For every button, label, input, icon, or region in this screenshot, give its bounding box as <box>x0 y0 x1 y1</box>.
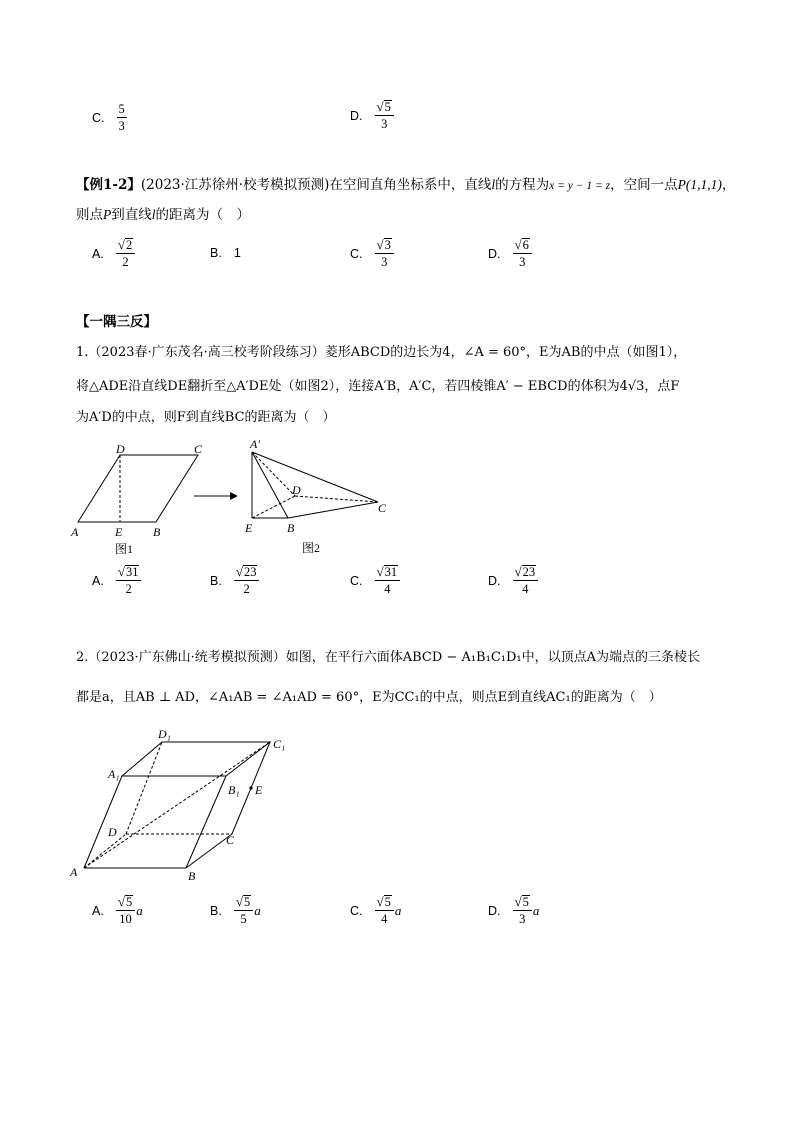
vertex-label-b1: B₁ <box>228 783 240 797</box>
sqrt-icon: √ <box>235 894 243 909</box>
option-label: D. <box>350 108 363 123</box>
p2-option-b[interactable]: B. √ 5 5 a <box>210 894 261 926</box>
example-1-2-line1: 【例1-2】(2023·江苏徐州·校考模拟预测)在空间直角坐标系中，直线l的方程为x = y − 1 = z，空间一点P(1,1,1)， <box>76 177 736 193</box>
option-label: C. <box>92 110 105 125</box>
section-title: 【一隅三反】 <box>76 314 157 330</box>
vertex-label-d: D <box>292 483 301 497</box>
problem-1-line2: 将△ADE沿直线DE翻折至△A′DE处（如图2），连接A′B，A′C，若四棱锥A′ − EBCD的体积为4√3，点F <box>76 379 680 394</box>
figure-2-caption: 图2 <box>302 541 321 555</box>
sqrt-icon: √ <box>117 237 125 252</box>
example-tag: 【例1-2】 <box>76 177 141 193</box>
ex12-option-d[interactable]: D. √ 6 3 <box>488 238 532 269</box>
vertex-label-b: B <box>153 525 161 539</box>
vertex-label-a1: A₁ <box>108 767 120 781</box>
vertex-label-a-prime: A′ <box>250 437 260 451</box>
ex12-option-a[interactable]: A. √ 2 2 <box>92 238 135 269</box>
p1-option-c[interactable]: C. √ 31 4 <box>350 565 400 596</box>
p1-option-a[interactable]: A. √ 31 2 <box>92 565 141 596</box>
sqrt-icon: √ <box>514 564 522 579</box>
sqrt-icon: √ <box>235 564 243 579</box>
vertex-label-c1: C₁ <box>273 737 286 751</box>
figure-2-pyramid <box>240 436 400 558</box>
p1-option-d[interactable]: D. √ 23 4 <box>488 565 538 596</box>
point-coordinates: P(1,1,1) <box>677 177 722 192</box>
option-c[interactable] <box>92 102 127 133</box>
problem-1-line1: 1.（2023春·广东茂名·高三校考阶段练习）菱形ABCD的边长为4，∠A = 60°，E为AB的中点（如图1）， <box>76 345 687 360</box>
example-1-2-line2: 则点P到直线l的距离为（ ） <box>76 207 251 223</box>
figure-1-caption: 图1 <box>115 542 134 556</box>
ex12-option-b[interactable]: B. 1 <box>210 246 241 260</box>
example-source: (2023·江苏徐州·校考模拟预测) <box>140 177 330 193</box>
vertex-label-c: C <box>194 442 203 456</box>
p1-option-b[interactable]: B. √ 23 2 <box>210 565 259 596</box>
vertex-label-e: E <box>255 783 263 797</box>
p2-option-c[interactable]: C. √ 5 4 a <box>350 894 402 926</box>
fraction: $\frac{5}{3}$ <box>118 102 125 133</box>
vertex-label-b: B <box>287 521 295 535</box>
p2-option-a[interactable]: A. √ 5 10 a <box>92 894 143 926</box>
sqrt-icon: √ <box>117 894 125 909</box>
line-equation: x = y − 1 = z <box>549 180 611 192</box>
sqrt-icon: √ <box>376 99 384 114</box>
rhombus-outline <box>78 455 198 522</box>
sqrt-icon: √ <box>376 237 384 252</box>
p2-option-d[interactable]: D. √ 5 3 a <box>488 894 540 926</box>
vertex-label-c: C <box>226 833 235 847</box>
vertex-label-a: A <box>70 865 78 879</box>
vertex-label-e: E <box>245 521 253 535</box>
problem-2-line2: 都是a，且AB ⊥ AD，∠A₁AB = ∠A₁AD = 60°，E为CC₁的中点，则点E到直线AC₁的距离为（ ） <box>76 690 662 705</box>
option-d[interactable] <box>350 100 394 131</box>
problem-2-line1: 2.（2023·广东佛山·统考模拟预测）如图，在平行六面体ABCD − A₁B₁C₁D₁中，以顶点A为端点的三条棱长 <box>76 650 701 665</box>
ex12-option-c[interactable]: C. √ 3 3 <box>350 238 394 269</box>
point-e-marker <box>249 786 252 789</box>
sqrt-icon: √ <box>514 237 522 252</box>
problem-1-line3: 为A′D的中点，则F到直线BC的距离为（ ） <box>76 410 336 425</box>
vertex-label-d1: D₁ <box>158 727 171 741</box>
vertex-label-b: B <box>188 869 196 883</box>
vertex-label-e: E <box>115 525 123 539</box>
fraction: √ 5 3 <box>375 100 394 131</box>
sqrt-icon: √ <box>117 564 125 579</box>
vertex-label-d: D <box>116 442 125 456</box>
vertex-label-a: A <box>71 525 79 539</box>
sqrt-icon: √ <box>376 894 384 909</box>
sqrt-icon: √ <box>514 894 522 909</box>
vertex-label-d: D <box>108 825 117 839</box>
arrow-icon <box>192 490 240 502</box>
figure-parallelepiped <box>66 724 306 884</box>
sqrt-icon: √ <box>376 564 384 579</box>
vertex-label-c: C <box>378 501 387 515</box>
